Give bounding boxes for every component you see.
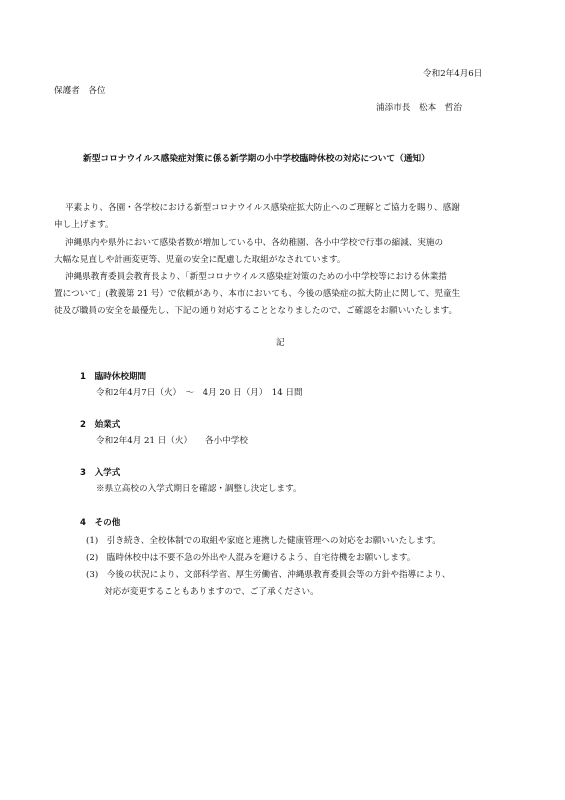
body-line: 徒及び職員の安全を最優先し、下記の通り対応することとなりましたので、ご確認をお願いいたします。 [54, 306, 458, 316]
section-heading: 3 入学式 [80, 468, 121, 478]
document-title: 新型コロナウイルス感染症対策に係る新学期の小中学校臨時休校の対応について（通知） [83, 154, 430, 164]
list-item: (2) 臨時休校中は不要不急の外出や人混みを避けるよう、自宅待機をお願いします。 [86, 553, 416, 563]
recipient-line: 保護者 各位 [54, 86, 106, 96]
body-line: 申し上げます。 [54, 220, 114, 230]
body-line: 大幅な見直しや計画変更等、児童の安全に配慮した取組がなされています。 [54, 255, 346, 265]
body-line: 沖縄県内や県外において感染者数が増加している中、各幼稚園、各小中学校で行事の縮減、実施の [65, 238, 444, 248]
body-line: 置について」(教義第 21 号）で依頼があり、本市においても、今後の感染症の拡大防止に関して、児童生 [54, 289, 461, 299]
section-text: 令和2年4月 21 日（火） 各小中学校 [96, 436, 248, 446]
section-heading: 4 その他 [80, 518, 121, 528]
list-item: 対応が変更することもありますので、ご了承ください。 [104, 587, 319, 597]
section-heading: 2 始業式 [80, 420, 121, 430]
section-heading: 1 臨時休校期間 [80, 372, 147, 382]
sender-line: 浦添市長 松本 哲治 [376, 103, 462, 113]
section-text: ※県立高校の入学式期日を確認・調整し決定します。 [96, 484, 302, 494]
body-line: 平素より、各園・各学校における新型コロナウイルス感染症拡大防止へのご理解とご協力を賜り、感謝 [65, 203, 460, 213]
ki-marker: 記 [276, 338, 285, 348]
section-text: 令和2年4月7日（火） ～ 4月 20 日（月） 14 日間 [96, 388, 303, 398]
document-date: 令和2年4月6日 [423, 69, 483, 79]
body-line: 沖縄県教育委員会教育長より、「新型コロナウイルス感染症対策のための小中学校等における休業措 [65, 272, 447, 282]
list-item: (1) 引き続き、全校体制での取組や家庭と連携した健康管理への対応をお願いいたします。 [86, 536, 441, 546]
list-item: (3) 今後の状況により、文部科学省、厚生労働省、沖縄県教育委員会等の方針や指導により、 [86, 570, 451, 580]
